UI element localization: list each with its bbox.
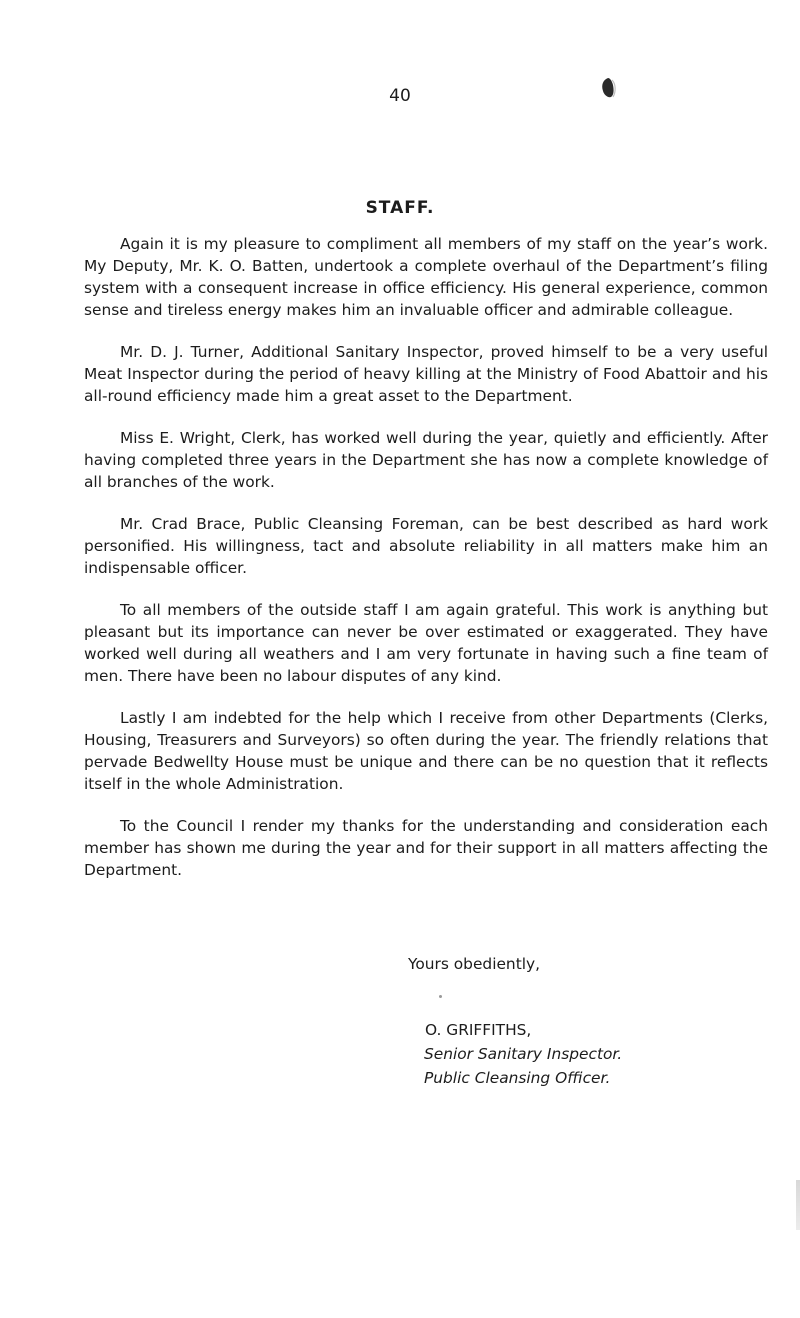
page-number: 40	[389, 86, 411, 106]
body-text	[84, 233, 768, 901]
page-edge-mark	[796, 1180, 800, 1230]
section-heading: STAFF.	[365, 198, 435, 218]
paragraph-council: To the Council I render my thanks for the understanding and consideration each member has shown me during the year and for their support in all matters affecting the Department.	[84, 817, 768, 879]
paragraph-outside-staff: To all members of the outside staff I am again grateful. This work is anything but pleasant but its importance can never be over estimated or exaggerated. They have worked well during all weathers and I am very fortunate in having such a fine team of men. There have been no labour disputes of any kind.	[84, 601, 768, 685]
punch-hole-mark-icon	[599, 76, 617, 100]
paragraph-deputy: Again it is my pleasure to compliment all members of my staff on the year’s work. My Deputy, Mr. K. O. Batten, undertook a complete overhaul of the Department’s filing system with a consequent increase in office efficiency. His general experience, common sense and tireless energy makes him an invaluable officer and admirable colleague.	[84, 235, 768, 319]
signature-title: Senior Sanitary Inspector.	[424, 1045, 623, 1063]
paragraph-brace: Mr. Crad Brace, Public Cleansing Foreman, can be best described as hard work personified. His willingness, tact and absolute reliability in all matters make him an indispensable officer.	[84, 515, 768, 577]
signature-name: O. GRIFFITHS,	[425, 1021, 532, 1039]
paragraph-wright: Miss E. Wright, Clerk, has worked well during the year, quietly and efficiently. After having completed three years in the Department she has now a complete knowledge of all branches of the work.	[84, 429, 768, 491]
signature-title-secondary: Public Cleansing Officer.	[424, 1069, 611, 1087]
paragraph-turner: Mr. D. J. Turner, Additional Sanitary Inspector, proved himself to be a very useful Meat Inspector during the period of heavy killing at the Ministry of Food Abattoir and his all-round efficiency made him a great asset to the Department.	[84, 343, 768, 405]
paragraph-other-departments: Lastly I am indebted for the help which I receive from other Departments (Clerks, Housing, Treasurers and Surveyors) so often during the year. The friendly relations that pervade Bedwellty House must be unique and there can be no question that it reflects itself in the whole Administration.	[84, 709, 768, 793]
closing-salutation: Yours obediently,	[408, 955, 540, 973]
dust-speck	[439, 995, 442, 998]
